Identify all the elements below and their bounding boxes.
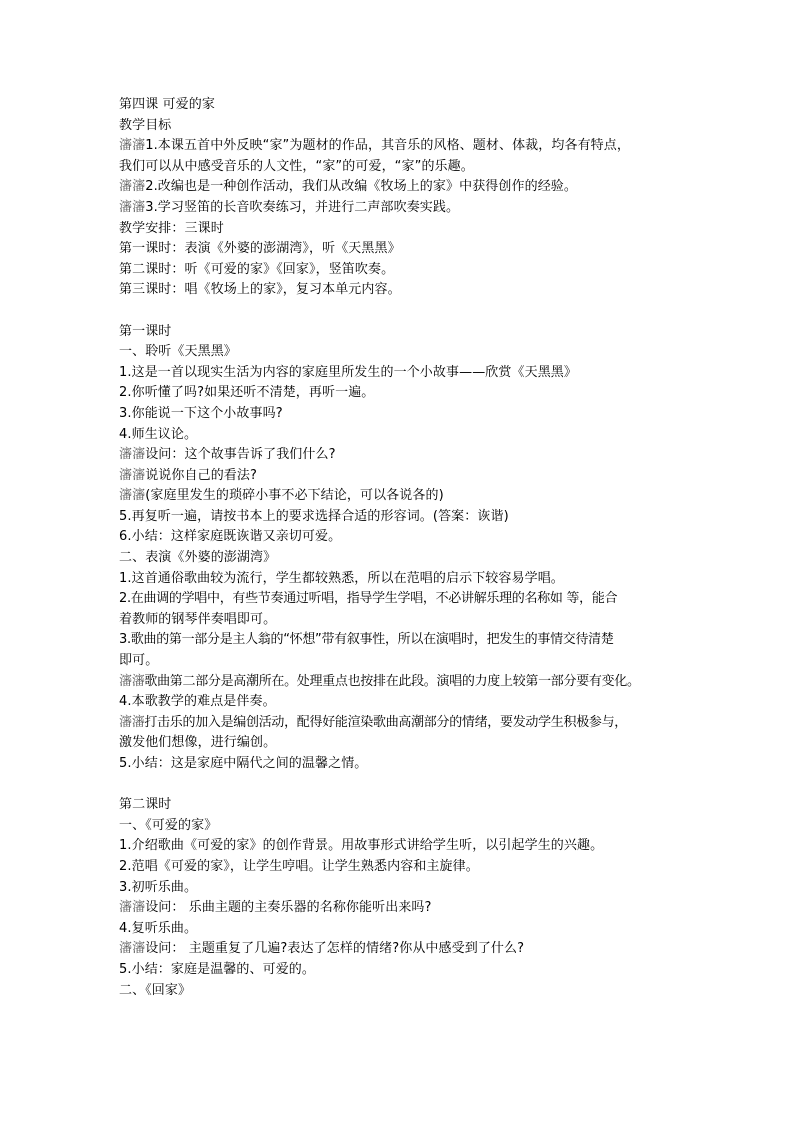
lesson2-heading: 第二课时 bbox=[119, 797, 172, 813]
list-item: 激发他们想像，进行编创。 bbox=[119, 735, 277, 751]
list-item: 4.复听乐曲。 bbox=[119, 920, 198, 936]
list-item bbox=[119, 898, 679, 919]
lesson2-part2-heading: 二、《回家》 bbox=[119, 982, 192, 998]
line-prefix: 瀋瀋 bbox=[119, 673, 145, 689]
line-text: 1.本课五首中外反映“家”为题材的作品，其音乐的风格、题材、体裁，均各有特点， bbox=[145, 138, 630, 154]
list-item: 1.这首通俗歌曲较为流行，学生都较熟悉，所以在范唱的启示下较容易学唱。 bbox=[119, 570, 564, 586]
list-item bbox=[119, 939, 679, 960]
line-text: 设问：这个故事告诉了我们什么? bbox=[145, 447, 336, 463]
line-text: 歌曲第二部分是高潮所在。处理重点也按排在此段。演唱的力度上较第一部分要有变化。 bbox=[144, 673, 640, 689]
schedule-heading: 教学安排：三课时 bbox=[119, 220, 224, 236]
list-item: 3.你能说一下这个小故事吗? bbox=[119, 405, 283, 421]
list-item: 2.范唱《可爱的家》，让学生哼唱。让学生熟悉内容和主旋律。 bbox=[119, 858, 479, 874]
lesson1-heading: 第一课时 bbox=[119, 323, 172, 339]
list-item: 5.小结：这是家庭中隔代之间的温馨之情。 bbox=[119, 756, 368, 771]
line-text: 2.改编也是一种创作活动，我们从改编《牧场上的家》中获得创作的经验。 bbox=[145, 179, 578, 195]
goals-heading: 教学目标 bbox=[119, 117, 172, 133]
list-item: 2.你听懂了吗?如果还听不清楚，再听一遍。 bbox=[119, 385, 375, 401]
line-prefix: 瀋瀋 bbox=[119, 447, 146, 463]
list-item: 5.小结：家庭是温馨的、可爱的。 bbox=[119, 961, 316, 977]
line-prefix: 瀋瀋 bbox=[119, 941, 146, 957]
list-item: 1.这是一首以现实生活为内容的家庭里所发生的一个小故事——欣赏《天黑黑》 bbox=[119, 364, 578, 380]
goal-line bbox=[119, 136, 679, 157]
schedule-line: 第二课时：听《可爱的家》《回家》，竖笛吹奏。 bbox=[119, 261, 395, 277]
list-item: 1.介绍歌曲《可爱的家》的创作背景。用故事形式讲给学生听，以引起学生的兴趣。 bbox=[119, 838, 604, 854]
list-item bbox=[119, 672, 679, 693]
schedule-line: 第三课时：唱《牧场上的家》，复习本单元内容。 bbox=[119, 282, 401, 298]
list-item: 5.再复听一遍，请按书本上的要求选择合适的形容词。(答案：诙谐) bbox=[119, 508, 509, 524]
list-item: 4.师生议论。 bbox=[119, 426, 198, 442]
lesson1-part1-heading: 一、聆听《天黑黑》 bbox=[119, 344, 237, 360]
line-prefix: 瀋瀋 bbox=[119, 467, 146, 483]
lesson-title: 第四课 可爱的家 bbox=[119, 97, 215, 112]
schedule-line: 第一课时：表演《外婆的澎湖湾》，听《天黑黑》 bbox=[119, 241, 401, 257]
line-prefix: 瀋瀋 bbox=[119, 900, 146, 916]
list-item: 3.歌曲的第一部分是主人翁的“怀想”带有叙事性，所以在演唱时，把发生的事情交待清楚 bbox=[119, 632, 614, 648]
goal-line bbox=[119, 177, 679, 198]
list-item: 4.本歌教学的难点是伴奏。 bbox=[119, 694, 276, 710]
list-item bbox=[119, 713, 679, 734]
line-prefix: 瀋瀋 bbox=[119, 199, 146, 215]
line-prefix: 瀋瀋 bbox=[119, 488, 146, 504]
document-page bbox=[119, 95, 679, 1001]
spacer bbox=[119, 301, 679, 322]
list-item bbox=[119, 466, 679, 487]
list-item: 3.初听乐曲。 bbox=[119, 879, 198, 895]
line-text: 设问： 乐曲主题的主奏乐器的名称你能听出来吗? bbox=[145, 900, 432, 916]
line-prefix: 瀋瀋 bbox=[119, 138, 146, 154]
line-text: (家庭里发生的琐碎小事不必下结论，可以各说各的) bbox=[145, 488, 444, 504]
lesson2-part1-heading: 一、《可爱的家》 bbox=[119, 817, 218, 833]
goal-line bbox=[119, 157, 679, 178]
line-text: 说说你自己的看法? bbox=[145, 467, 258, 483]
line-text: 我们可以从中感受音乐的人文性，“家”的可爱，“家”的乐趣。 bbox=[119, 158, 474, 174]
list-item: 6.小结：这样家庭既诙谐又亲切可爱。 bbox=[119, 529, 342, 545]
line-prefix: 瀋瀋 bbox=[119, 179, 146, 195]
list-item: 2.在曲调的学唱中，有些节奏通过听唱，指导学生学唱，不必讲解乐理的名称如 等，能合 bbox=[119, 591, 618, 607]
line-text: 3.学习竖笛的长音吹奏练习，并进行二声部吹奏实践。 bbox=[145, 199, 460, 215]
list-item: 即可。 bbox=[119, 653, 159, 669]
list-item bbox=[119, 486, 679, 507]
list-item: 着教师的钢琴伴奏唱即可。 bbox=[119, 611, 277, 627]
line-text: 打击乐的加入是编创活动，配得好能渲染歌曲高潮部分的情绪，要发动学生积极参与， bbox=[144, 714, 628, 730]
line-text: 设问： 主题重复了几遍?表达了怎样的情绪?你从中感受到了什么? bbox=[145, 941, 525, 957]
lesson1-part2-heading: 二、表演《外婆的澎湖湾》 bbox=[119, 550, 277, 566]
list-item bbox=[119, 445, 679, 466]
goal-line bbox=[119, 198, 679, 219]
line-prefix: 瀋瀋 bbox=[119, 714, 145, 730]
spacer bbox=[119, 775, 679, 796]
